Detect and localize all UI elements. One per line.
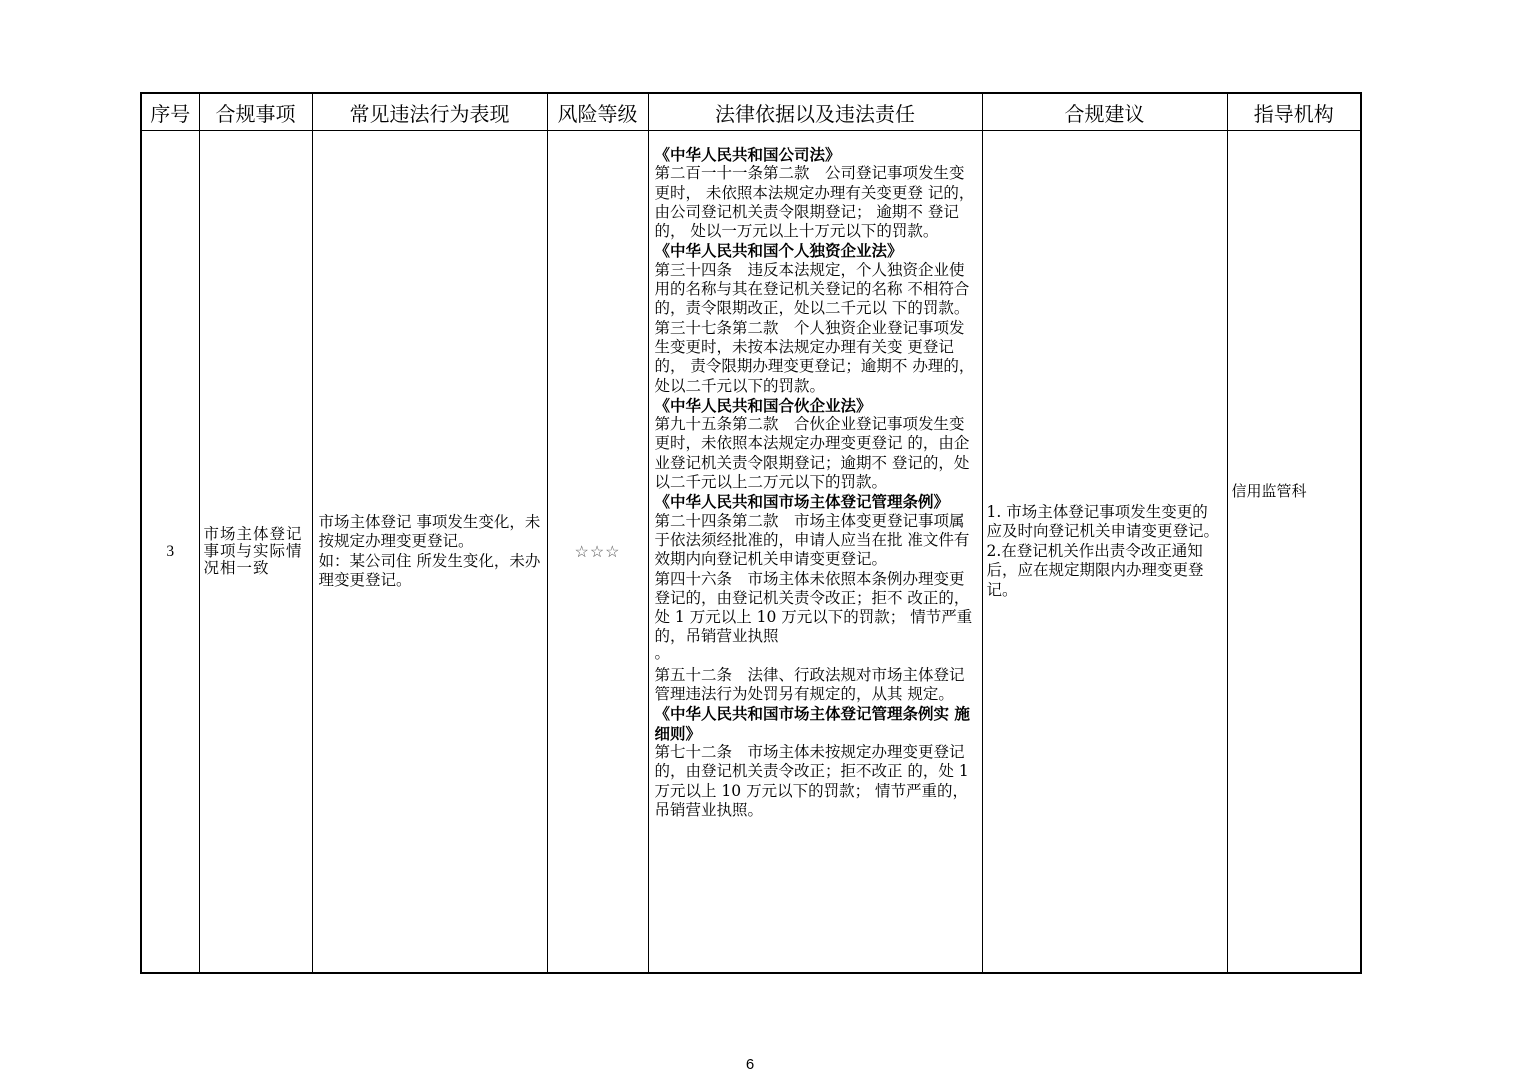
legal-basis (648, 131, 982, 974)
law-article: 第五十二条 法律、行政法规对市场主体登记管理违法行为处罚另有规定的，从其 规定。 (654, 665, 965, 704)
compliance-suggestion (982, 131, 1227, 974)
violation-behavior (312, 131, 547, 974)
law-title: 《中华人民共和国合伙企业法》 (654, 395, 872, 415)
header-row (141, 93, 1361, 131)
law-article: 第九十五条第二款 合伙企业登记事项发生变更时，未依照本法规定办理变更登记 的，由企业登记机关责令限期登记；逾期不 登记的，处以二千元以上二万元以下的罚款。 (654, 415, 970, 492)
law-title: 《中华人民共和国市场主体登记管理条例实 施细则》 (654, 704, 970, 743)
row-index: 3 (141, 131, 199, 974)
trailing-period: 。 (654, 643, 671, 662)
header-law: 法律依据以及违法责任 (648, 93, 982, 131)
law-title: 《中华人民共和国个人独资企业法》 (654, 241, 903, 261)
law-article: 第三十四条 违反本法规定，个人独资企业使用的名称与其在登记机关登记的名称 不相符合的，责令限期改正，处以二千元以 下的罚款。 (654, 260, 970, 318)
law-title: 《中华人民共和国公司法》 (654, 145, 841, 164)
law-article: 第四十六条 市场主体未依照本条例办理变更登记的，由登记机关责令改正；拒不 改正的，处 1 万元以上 10 万元以下的罚款； 情节严重的，吊销营业执照 (654, 569, 973, 646)
table-row (141, 131, 1361, 974)
header-org: 指导机构 (1227, 93, 1361, 131)
law-article: 第二百一十一条第二款 公司登记事项发生变更时， 未依照本法规定办理有关变更登 记的，由公司登记机关责令限期登记； 逾期不 登记的， 处以一万元以上十万元以下的罚款。 (654, 164, 975, 241)
suggestion-2: 2.在登记机关作出责令改正通知 后，应在规定期限内办理变更登记。 (986, 541, 1204, 599)
compliance-table (140, 92, 1362, 974)
suggestion-1: 1. 市场主体登记事项发生变更的 应及时向登记机关申请变更登记。 (986, 502, 1220, 541)
law-article: 第七十二条 市场主体未按规定办理变更登记的，由登记机关责令改正；拒不改正 的，处 1 万元以上 10 万元以下的罚款； 情节严重的，吊销营业执照。 (654, 742, 969, 819)
page-number: 6 (745, 1056, 755, 1073)
law-article: 第三十七条第二款 个人独资企业登记事项发生变更时，未按本法规定办理有关变 更登记的， 责令限期办理变更登记；逾期不 办理的，处以二千元以下的罚款。 (654, 318, 975, 395)
header-behavior: 常见违法行为表现 (312, 93, 547, 131)
behavior-example: 如：某公司住 所发生变化，未办 理变更登记。 (318, 551, 541, 589)
header-idx: 序号 (141, 93, 199, 131)
guiding-agency-name: 信用监管科 (1231, 481, 1307, 500)
header-item: 合规事项 (199, 93, 312, 131)
law-article: 第二十四条第二款 市场主体变更登记事项属于依法须经批准的，申请人应当在批 准文件有效期内向登记机关申请变更登记。 (654, 511, 970, 569)
behavior-text: 市场主体登记 事项发生变化，未 按规定办理变更登记。 (318, 512, 541, 550)
header-suggestion: 合规建议 (982, 93, 1227, 131)
guiding-agency (1227, 131, 1361, 974)
law-title: 《中华人民共和国市场主体登记管理条例》 (654, 492, 950, 512)
compliance-item: 市场主体登记事项与实际情况相一致 (199, 131, 312, 974)
header-risk: 风险等级 (547, 93, 648, 131)
risk-level-stars: ☆☆☆ (547, 131, 648, 974)
